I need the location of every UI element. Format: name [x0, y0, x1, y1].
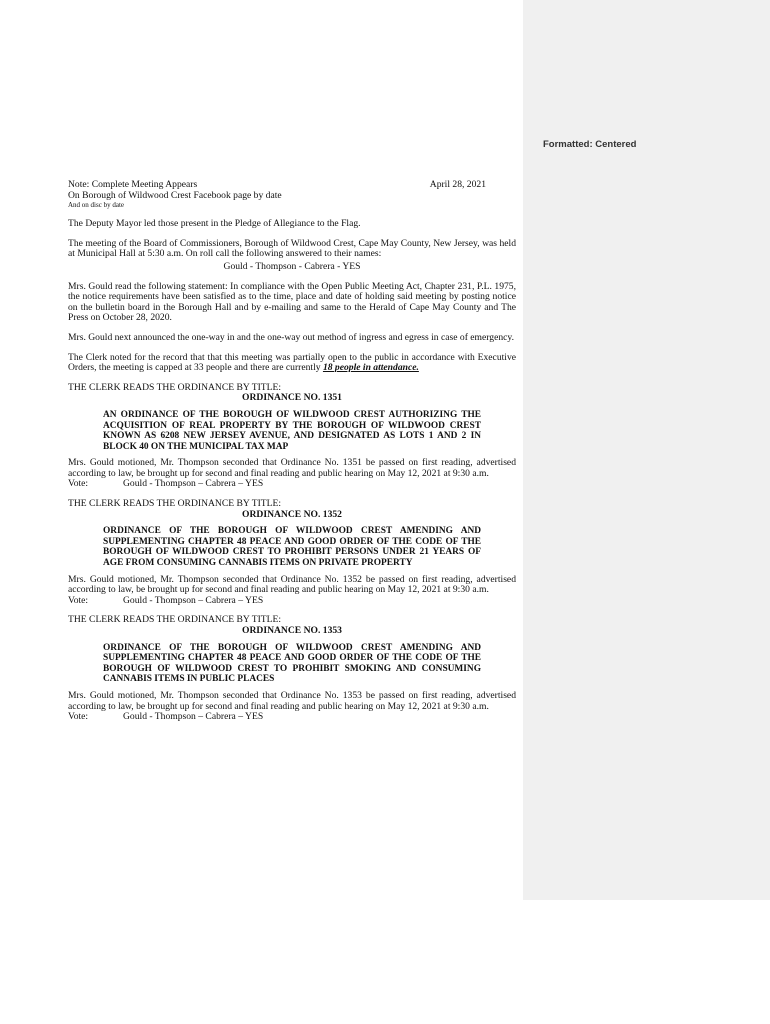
ordinance-motion: Mrs. Gould motioned, Mr. Thompson seconded that Ordinance No. 1353 be passed on first reading, advertised according to law, be brought up for second and final reading and public hearing on May 12, 2021 at 9:30 a.m.: [68, 689, 516, 712]
vote-result: Gould - Thompson – Cabrera – YES: [123, 711, 264, 723]
vote-label: Vote:: [68, 478, 89, 490]
ordinance-motion: Mrs. Gould motioned, Mr. Thompson seconded that Ordinance No. 1352 be passed on first reading, advertised according to law, be brought up for second and final reading and public hearing on May 12, 2021 at 9:30 a.m.: [68, 573, 516, 596]
ordinance-section-1351: [68, 383, 516, 490]
header-row: [68, 180, 516, 191]
document-page: [68, 180, 516, 723]
ordinance-intro: THE CLERK READS THE ORDINANCE BY TITLE:: [68, 381, 282, 393]
header-facebook-line: On Borough of Wildwood Crest Facebook page by date: [68, 189, 282, 201]
ordinance-number: ORDINANCE NO. 1353: [242, 625, 342, 636]
vote-label: Vote:: [68, 594, 89, 606]
ordinance-intro: THE CLERK READS THE ORDINANCE BY TITLE:: [68, 614, 282, 626]
meeting-intro-paragraph: The meeting of the Board of Commissioners, Borough of Wildwood Crest, Cape May County, New Jersey, was held at Municipal Hall at 5:30 a.m. On roll call the following answered to their names:: [68, 237, 516, 260]
ordinance-number: ORDINANCE NO. 1351: [242, 392, 342, 404]
egress-paragraph: Mrs. Gould next announced the one-way in and the one-way out method of ingress and egress in case of emergency.: [68, 331, 514, 343]
clerk-note-paragraph: [68, 353, 516, 374]
ordinance-section-1352: [68, 499, 516, 606]
ordinance-title: ORDINANCE OF THE BOROUGH OF WILDWOOD CREST AMENDING AND SUPPLEMENTING CHAPTER 48 PEACE AND GOOD ORDER OF THE CODE OF THE BOROUGH OF WILDWOOD CREST TO PROHIBIT SMOKING AND CONSUMING CANNABIS ITEMS IN PUBLIC PLACES: [103, 642, 481, 685]
ordinance-vote: [68, 479, 516, 490]
ordinance-number: ORDINANCE NO. 1352: [242, 508, 342, 520]
comment-format-label[interactable]: Formatted: Centered: [543, 139, 637, 150]
vote-label: Vote:: [68, 711, 89, 723]
clerk-note-text: The Clerk noted for the record that that this meeting was partially open to the public in accordance with Executive Orders, the meeting is capped at 33 people and there are currently: [68, 351, 516, 374]
roll-call-line: Gould - Thompson - Cabrera - YES: [223, 260, 361, 272]
ordinance-title: ORDINANCE OF THE BOROUGH OF WILDWOOD CREST AMENDING AND SUPPLEMENTING CHAPTER 48 PEACE AND GOOD ORDER OF THE CODE OF THE BOROUGH OF WILDWOOD CREST TO PROHIBIT PERSONS UNDER 21 YEARS OF AGE FROM CONSUMING CANNABIS ITEMS ON PRIVATE PROPERTY: [103, 526, 481, 569]
ordinance-section-1353: [68, 615, 516, 722]
ordinance-title: AN ORDINANCE OF THE BOROUGH OF WILDWOOD CREST AUTHORIZING THE ACQUISITION OF REAL PROPERTY BY THE BOROUGH OF WILDWOOD CREST KNOWN AS 6208 NEW JERSEY AVENUE, AND DESIGNATED AS LOTS 1 AND 2 IN BLOCK 40 ON THE MUNICIPAL TAX MAP: [103, 409, 481, 452]
header-note: Note: Complete Meeting Appears: [68, 179, 198, 190]
attendance-count: 18 people in attendance.: [322, 362, 419, 374]
pledge-paragraph: The Deputy Mayor led those present in the Pledge of Allegiance to the Flag.: [68, 218, 361, 230]
vote-result: Gould - Thompson – Cabrera – YES: [123, 594, 264, 606]
statement-paragraph: Mrs. Gould read the following statement: In compliance with the Open Public Meeting Act, Chapter 231, P.L. 1975, the notice requirements have been satisfied as to the time, place and date of holding said meeting by posting notice on the bulletin board in the Borough Hall and by e-mailing and same to the Herald of Cape May County and The Press on October 28, 2020.: [68, 280, 516, 324]
ordinance-vote: [68, 596, 516, 607]
comment-pane: [523, 0, 770, 900]
header-date: April 28, 2021: [429, 179, 486, 190]
ordinance-motion: Mrs. Gould motioned, Mr. Thompson seconded that Ordinance No. 1351 be passed on first reading, advertised according to law, be brought up for second and final reading and public hearing on May 12, 2021 at 9:30 a.m.: [68, 457, 516, 479]
ordinance-intro: THE CLERK READS THE ORDINANCE BY TITLE:: [68, 498, 282, 510]
ordinance-vote: [68, 712, 516, 723]
vote-result: Gould - Thompson – Cabrera – YES: [123, 478, 264, 490]
header-disc-line: And on disc by date: [68, 201, 124, 210]
